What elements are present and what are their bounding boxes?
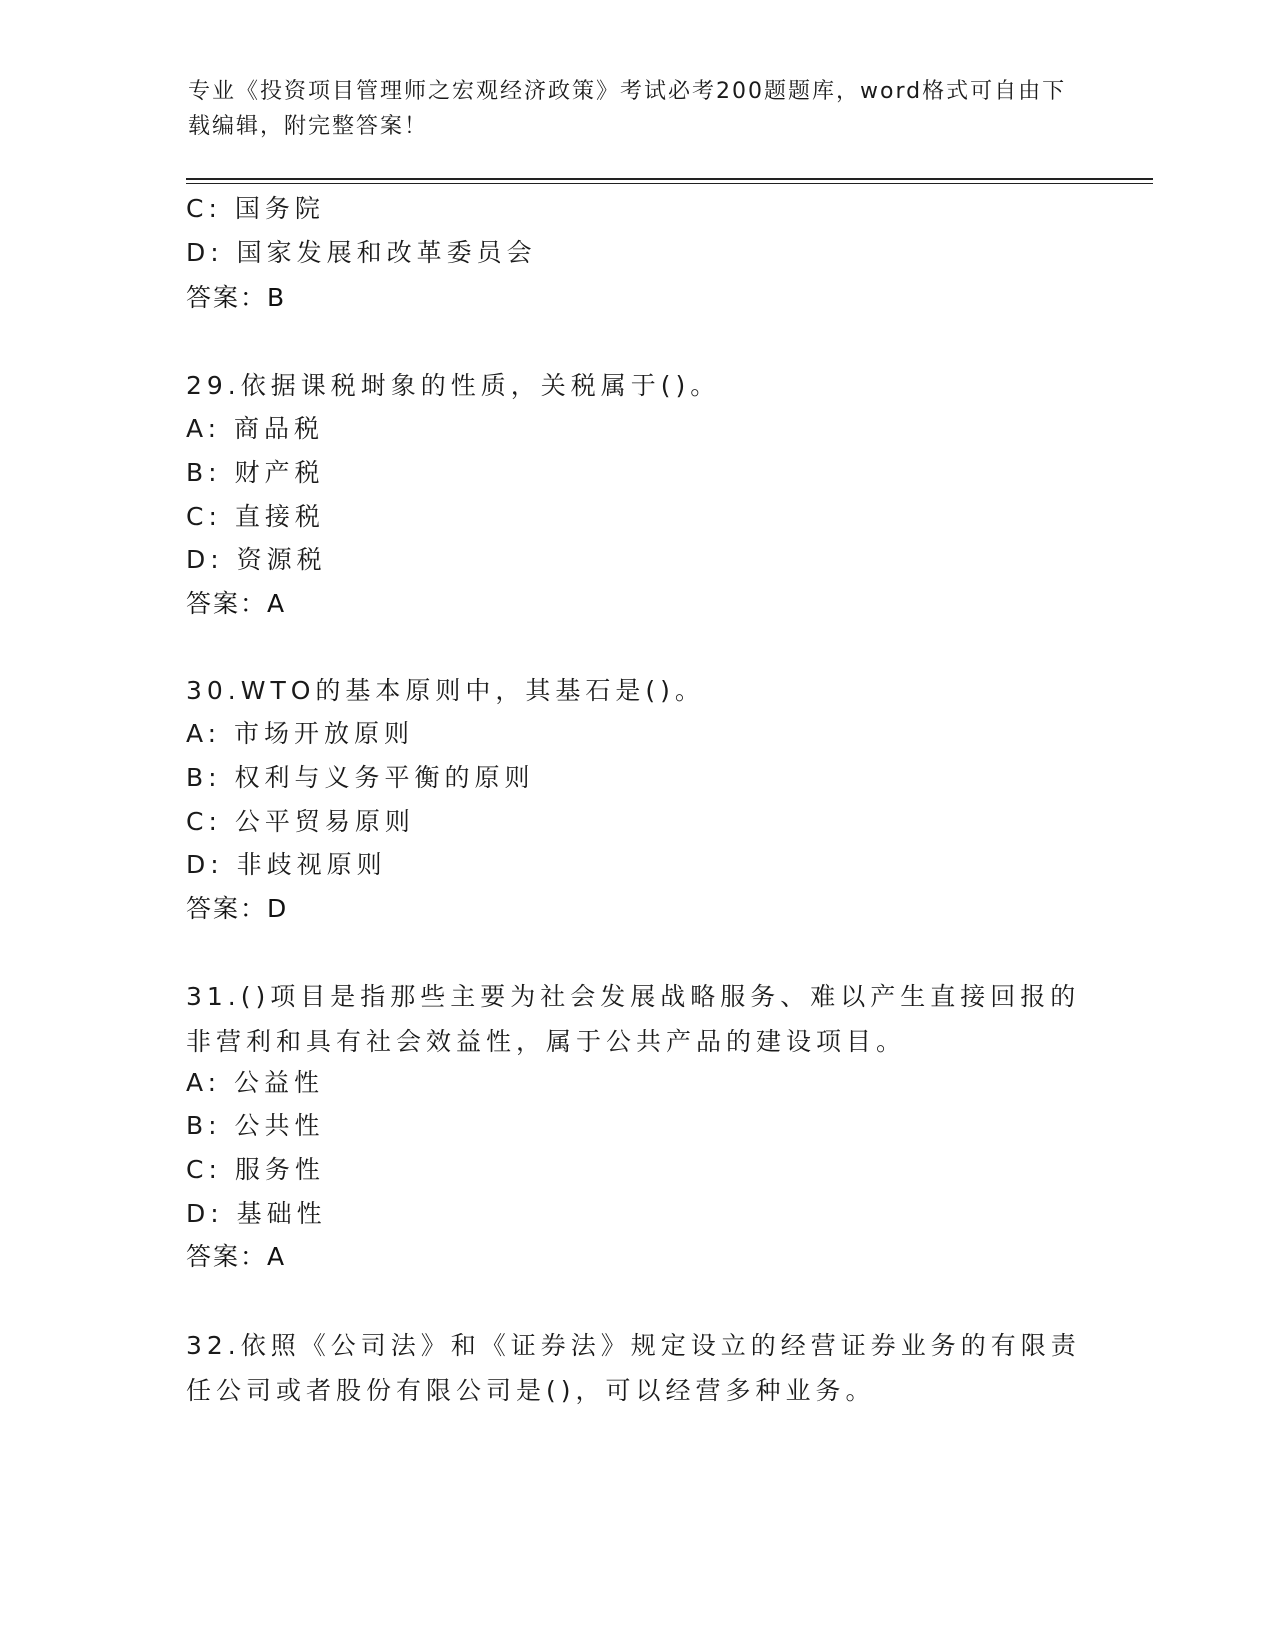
q29-option-c: C: 直接税 — [186, 502, 325, 531]
header-divider — [186, 178, 1153, 180]
q31-stem: 31.()项目是指那些主要为社会发展战略服务、难以产生直接回报的非营利和具有社会效益性，属于公共产品的建设项目。 — [186, 982, 1081, 1056]
q31-option-c: C: 服务性 — [186, 1155, 325, 1184]
q29-answer: 答案：A — [186, 589, 287, 618]
q30-stem: 30.WTO的基本原则中，其基石是()。 — [186, 676, 705, 705]
q28-option-c: C: 国务院 — [186, 194, 325, 223]
q30-option-b: B: 权利与义务平衡的原则 — [186, 763, 535, 792]
q30-option-c: C: 公平贸易原则 — [186, 807, 415, 836]
q30-answer: 答案：D — [186, 894, 289, 923]
q29-option-b: B: 财产税 — [186, 458, 325, 487]
q32-stem: 32.依照《公司法》和《证券法》规定设立的经营证券业务的有限责任公司或者股份有限公司是()，可以经营多种业务。 — [186, 1331, 1081, 1405]
document-header: 专业《投资项目管理师之宏观经济政策》考试必考200题题库，word格式可自由下载编辑，附完整答案！ — [188, 79, 1067, 139]
q30-option-d: D: 非歧视原则 — [186, 850, 387, 879]
q29-stem: 29.依据课税埘象的性质，关税属于()。 — [186, 371, 721, 400]
q31-option-b: B: 公共性 — [186, 1111, 325, 1140]
q29-option-d: D: 资源税 — [186, 545, 327, 574]
q31-option-d: D: 基础性 — [186, 1199, 327, 1228]
q29-option-a: A: 商品税 — [186, 414, 325, 443]
q31-option-a: A: 公益性 — [186, 1068, 325, 1097]
header-divider-thin — [186, 183, 1153, 184]
q30-option-a: A: 市场开放原则 — [186, 719, 415, 748]
q31-answer: 答案：A — [186, 1242, 287, 1271]
q28-answer: 答案：B — [186, 283, 287, 312]
q28-option-d: D: 国家发展和改革委员会 — [186, 238, 537, 267]
